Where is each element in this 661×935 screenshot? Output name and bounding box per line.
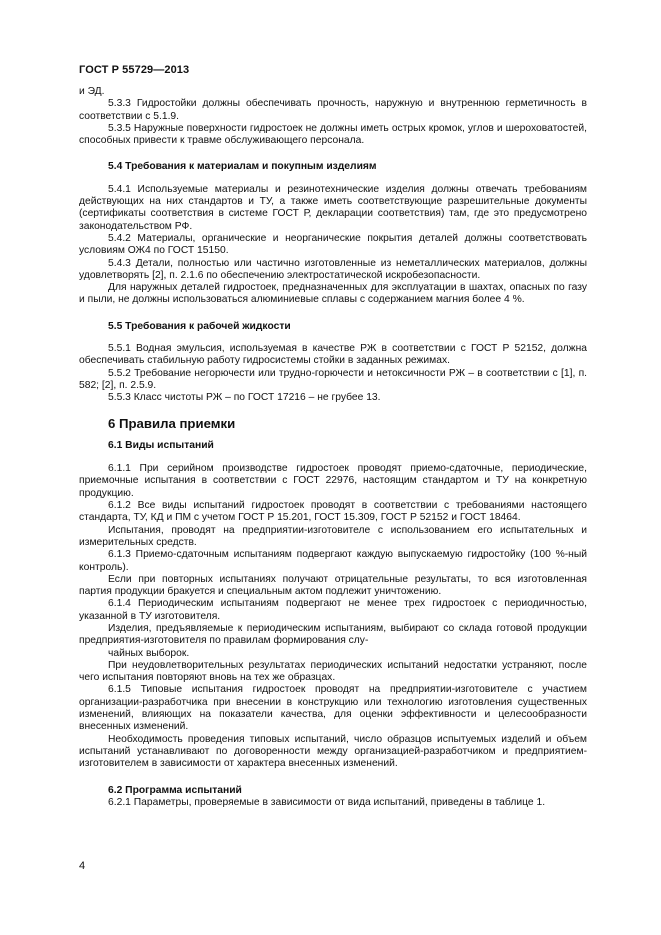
paragraph-6-1-4: 6.1.4 Периодическим испытаниям подвергают не менее трех гидростоек с периодичностью, указанной в ТУ изготовителя. (79, 598, 587, 622)
paragraph-5-5-3: 5.5.3 Класс чистоты РЖ – по ГОСТ 17216 – не грубее 13. (108, 392, 381, 404)
section-heading-5-4: 5.4 Требования к материалам и покупным изделиям (108, 161, 377, 173)
paragraph-5-5-1: 5.5.1 Водная эмульсия, используемая в качестве РЖ в соответствии с ГОСТ Р 52152, должна обеспечивать стабильную работу гидросистемы стойки в заданных режимах. (79, 343, 587, 367)
paragraph-5-4-2: 5.4.2 Материалы, органические и неорганические покрытия деталей должны соответствовать условиям ОЖ4 по ГОСТ 15150. (79, 232, 587, 257)
paragraph-6-1-3: 6.1.3 Приемо-сдаточным испытаниям подвергают каждую выпускаемую гидростойку (100 %-ный контроль). (79, 549, 587, 573)
document-code-header: ГОСТ Р 55729—2013 (79, 64, 190, 76)
paragraph-5-3-3: 5.3.3 Гидростойки должны обеспечивать прочность, наружную и внутреннюю герметичность в соответствии с 5.1.9. (79, 98, 587, 122)
paragraph-6-1-5: 6.1.5 Типовые испытания гидростоек проводят на предприятии-изготовителе с участием организации-разработчика при внесении в конструкцию или технологию изготовления существенных изменений, влияющих на показатели качества, для оценки эффективности и целесообразности внесенных изменений. (79, 684, 587, 733)
chapter-heading-6: 6 Правила приемки (108, 415, 236, 431)
section-heading-6-2: 6.2 Программа испытаний (108, 784, 242, 796)
section-heading-5-5: 5.5 Требования к рабочей жидкости (108, 320, 291, 332)
paragraph: Изделия, предъявляемые к периодическим испытаниям, выбирают со склада готовой продукции предприятия-изготовителя по правилам формирования слу- (79, 622, 587, 647)
document-body (79, 86, 587, 809)
paragraph: Для наружных деталей гидростоек, предназначенных для эксплуатации в шахтах, опасных по газу и пыли, не должны использоваться алюминиевые сплавы с содержанием магния более 4 %. (79, 282, 587, 306)
paragraph-5-5-2: 5.5.2 Требование негорючести или трудно-горючести и нетоксичности РЖ – в соответствии с [1], п. 582; [2], п. 2.5.9. (79, 367, 587, 391)
paragraph-6-2-1: 6.2.1 Параметры, проверяемые в зависимости от вида испытаний, приведены в таблице 1. (108, 796, 546, 808)
paragraph: Если при повторных испытаниях получают отрицательные результаты, то вся изготовленная партия продукции бракуется и специальным актом подлежит уничтожению. (79, 573, 587, 598)
paragraph-5-3-5: 5.3.5 Наружные поверхности гидростоек не должны иметь острых кромок, углов и шероховатостей, способных привести к травме обслуживающего персонала. (79, 122, 587, 147)
paragraph: Испытания, проводят на предприятии-изготовителе с использованием его испытательных и измерительных средств. (79, 524, 587, 548)
paragraph: и ЭД. (79, 86, 105, 97)
paragraph-continuation: чайных выборок. (108, 647, 190, 659)
paragraph: Необходимость проведения типовых испытаний, число образцов испытуемых изделий и объем испытаний устанавливают по договоренности между организацией-разработчиком и предприятием-изготовителем в зависимости от характера внесенных изменений. (79, 733, 587, 770)
paragraph-5-4-3: 5.4.3 Детали, полностью или частично изготовленные из неметаллических материалов, должны удовлетворять [2], п. 2.1.6 по обеспечению электростатической искробезопасности. (79, 257, 587, 281)
paragraph: При неудовлетворительных результатах периодических испытаний недостатки устраняют, после чего испытания повторяют вновь на тех же образцах. (79, 659, 587, 684)
paragraph-5-4-1: 5.4.1 Используемые материалы и резинотехнические изделия должны отвечать требованиям действующих на них стандартов и ТУ, а также иметь соответствующие разрешительные документы (сертификаты соответствия в системе ГОСТ Р, декларации соответствия) там, где это предусмотрено законодательством РФ. (79, 183, 587, 232)
paragraph-6-1-2: 6.1.2 Все виды испытаний гидростоек проводят в соответствии с требованиями настоящего стандарта, ТУ, КД и ПМ с учетом ГОСТ Р 15.201, ГОСТ 15.309, ГОСТ Р 52152 и ГОСТ 18464. (79, 500, 587, 524)
section-heading-6-1: 6.1 Виды испытаний (108, 439, 214, 451)
page-number: 4 (79, 860, 86, 872)
paragraph-6-1-1: 6.1.1 При серийном производстве гидростоек проводят приемо-сдаточные, периодические, приемочные испытания в соответствии с ГОСТ 22976, настоящим стандартом и ТУ на конкретную продукцию. (79, 463, 587, 499)
